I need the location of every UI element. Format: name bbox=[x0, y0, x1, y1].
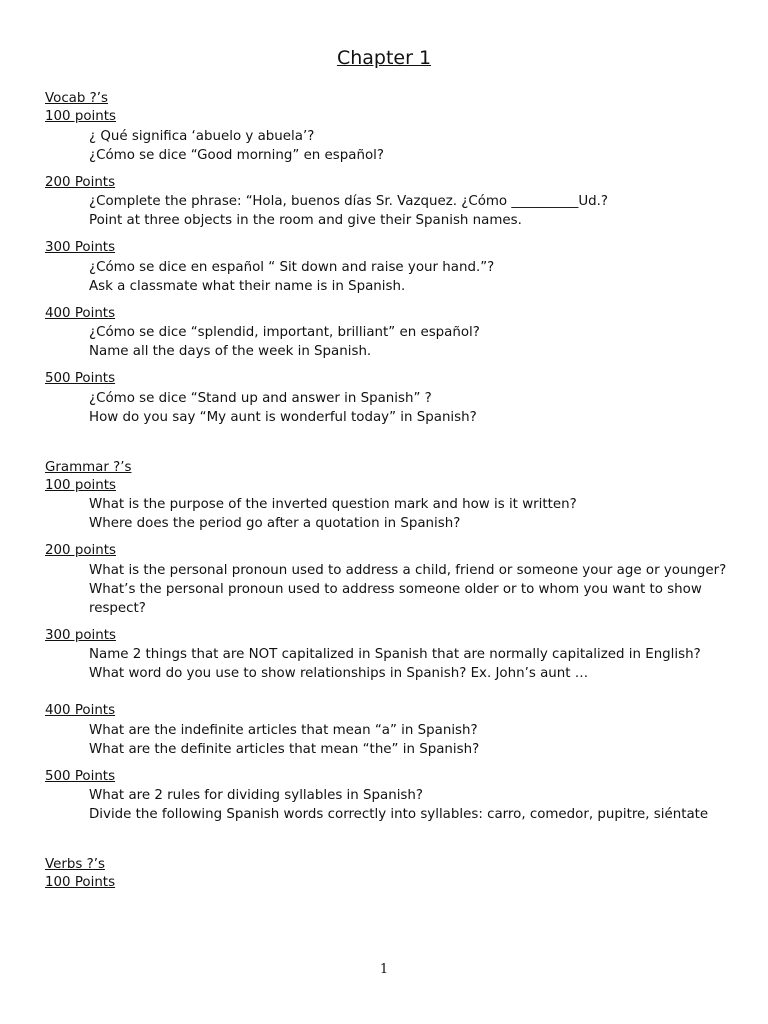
question: What is the personal pronoun used to address a child, friend or someone your age or younger? bbox=[89, 562, 727, 578]
points-label: 500 Points bbox=[45, 768, 116, 784]
points-group bbox=[45, 874, 735, 893]
question: ¿Cómo se dice “Good morning” en español? bbox=[89, 147, 384, 163]
page-number: 1 bbox=[379, 962, 389, 977]
points-label: 200 points bbox=[45, 543, 116, 558]
question: ¿Complete the phrase: “Hola, buenos días Sr. Vazquez. ¿Cómo __________Ud.? bbox=[89, 194, 609, 209]
question: ¿Cómo se dice “splendid, important, brilliant” en español? bbox=[89, 325, 480, 340]
page-title: Chapter 1 bbox=[336, 47, 432, 69]
question: Divide the following Spanish words correctly into syllables: carro, comedor, pupitre, siéntate bbox=[89, 807, 709, 822]
points-group bbox=[45, 768, 735, 825]
question: What word do you use to show relationships in Spanish? Ex. John’s aunt … bbox=[89, 666, 589, 681]
points-group bbox=[45, 239, 735, 296]
section-vocab bbox=[45, 89, 735, 427]
section-grammar bbox=[45, 458, 735, 825]
points-group bbox=[45, 370, 735, 427]
points-label: 300 points bbox=[45, 627, 116, 643]
points-group bbox=[45, 627, 735, 684]
question: Name all the days of the week in Spanish. bbox=[89, 344, 372, 359]
points-label: 400 Points bbox=[45, 305, 116, 321]
question: How do you say “My aunt is wonderful today” in Spanish? bbox=[89, 409, 477, 425]
section-heading: Grammar ?’s bbox=[45, 459, 132, 475]
points-group bbox=[45, 477, 735, 534]
question: ¿ Qué significa ‘abuelo y abuela’? bbox=[89, 128, 315, 144]
section-verbs bbox=[45, 855, 735, 893]
question: Where does the period go after a quotation in Spanish? bbox=[89, 516, 461, 531]
points-label: 100 points bbox=[45, 109, 116, 124]
question: Point at three objects in the room and give their Spanish names. bbox=[89, 213, 522, 228]
points-group bbox=[45, 542, 735, 618]
points-label: 100 points bbox=[45, 477, 116, 493]
question: Name 2 things that are NOT capitalized in Spanish that are normally capitalized in English? bbox=[89, 647, 701, 662]
question: What’s the personal pronoun used to address someone older or to whom you want to show respect? bbox=[89, 581, 702, 616]
points-label: 400 Points bbox=[45, 703, 116, 718]
points-group bbox=[45, 305, 735, 362]
points-label: 100 Points bbox=[45, 875, 116, 890]
question: What is the purpose of the inverted question mark and how is it written? bbox=[89, 497, 577, 512]
points-group bbox=[45, 174, 735, 231]
points-group bbox=[45, 702, 735, 759]
question: ¿Cómo se dice en español “ Sit down and raise your hand.”? bbox=[89, 259, 495, 275]
question: Ask a classmate what their name is in Spanish. bbox=[89, 278, 406, 294]
points-label: 200 Points bbox=[45, 174, 116, 190]
question: What are the definite articles that mean “the” in Spanish? bbox=[89, 741, 480, 757]
points-group bbox=[45, 108, 735, 165]
question: What are 2 rules for dividing syllables in Spanish? bbox=[89, 788, 423, 803]
points-label: 300 Points bbox=[45, 240, 116, 255]
document-content bbox=[45, 89, 735, 893]
section-heading: Verbs ?’s bbox=[45, 857, 105, 872]
question: What are the indefinite articles that mean “a” in Spanish? bbox=[89, 722, 478, 738]
question: ¿Cómo se dice “Stand up and answer in Spanish” ? bbox=[89, 390, 432, 406]
points-label: 500 Points bbox=[45, 371, 116, 386]
section-heading: Vocab ?’s bbox=[45, 91, 108, 106]
